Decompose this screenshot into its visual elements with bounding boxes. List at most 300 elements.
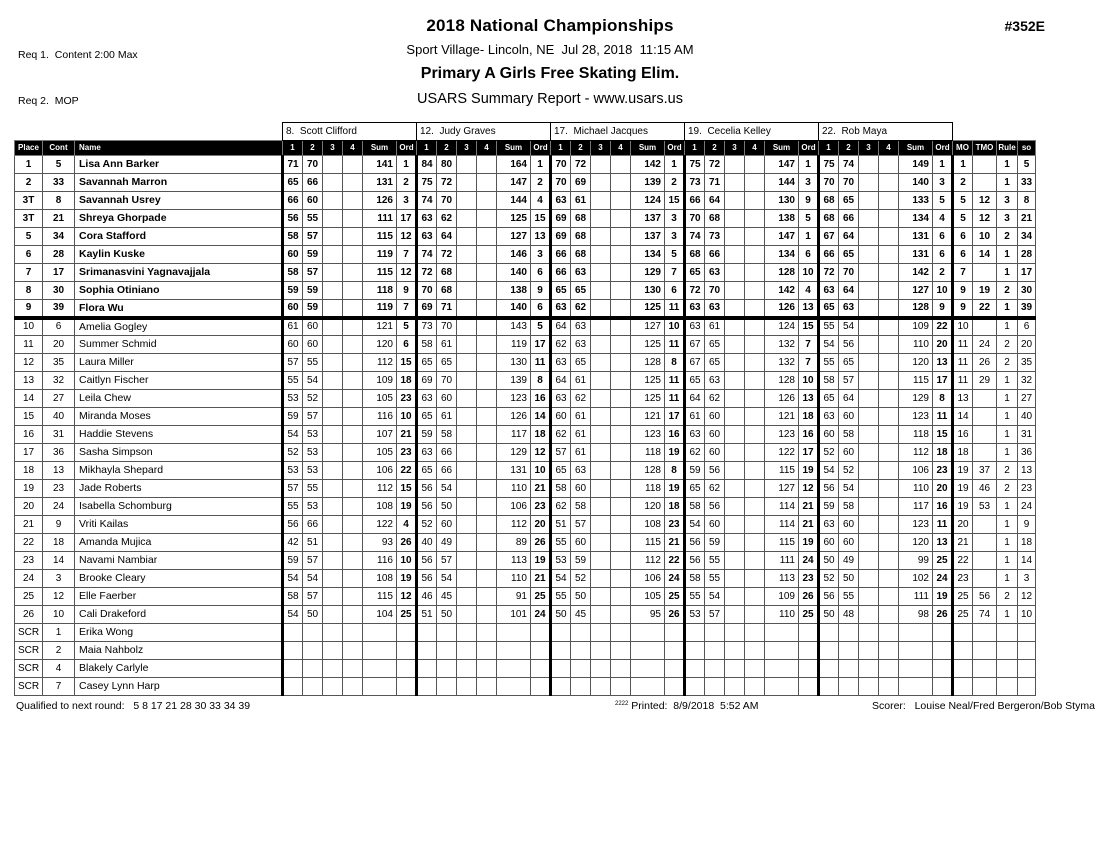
score3-cell <box>457 300 477 318</box>
contestant-number-cell: 31 <box>43 426 75 444</box>
score2-cell <box>571 678 591 696</box>
total-majority-ordinal-cell <box>973 174 997 192</box>
contestant-number-cell: 2 <box>43 642 75 660</box>
contestant-number-cell: 10 <box>43 606 75 624</box>
score2-cell: 64 <box>705 192 725 210</box>
score3-cell <box>323 534 343 552</box>
majority-ordinal-cell: 11 <box>953 336 973 354</box>
sum-cell: 118 <box>899 426 933 444</box>
majority-ordinal-cell <box>953 660 973 678</box>
ordinal-cell: 10 <box>397 552 417 570</box>
ordinal-cell: 21 <box>397 426 417 444</box>
score3-cell <box>591 480 611 498</box>
ordinal-cell: 1 <box>531 156 551 174</box>
printed-label: Printed: 8/9/2018 5:52 AM <box>631 700 759 712</box>
sum-cell: 95 <box>631 606 665 624</box>
qualified-text: Qualified to next round: 5 8 17 21 28 30 33 34 39 <box>16 700 251 712</box>
skater-name-cell: Sasha Simpson <box>75 444 283 462</box>
score1-cell: 58 <box>283 228 303 246</box>
score2-cell <box>303 678 323 696</box>
sum-cell: 130 <box>631 282 665 300</box>
score1-cell: 59 <box>685 462 705 480</box>
sum-cell <box>899 624 933 642</box>
skate-order-cell: 6 <box>1018 318 1036 336</box>
score4-cell <box>477 192 497 210</box>
ordinal-cell: 23 <box>531 498 551 516</box>
skater-row <box>15 534 1036 552</box>
col-score-4: 4 <box>611 141 631 156</box>
score4-cell <box>745 246 765 264</box>
ordinal-cell: 22 <box>397 462 417 480</box>
score3-cell <box>591 498 611 516</box>
sum-cell <box>363 624 397 642</box>
ordinal-cell <box>531 678 551 696</box>
score3-cell <box>457 192 477 210</box>
score4-cell <box>879 264 899 282</box>
ordinal-cell: 1 <box>799 156 819 174</box>
skater-name-cell: Amelia Gogley <box>75 318 283 336</box>
score3-cell <box>323 642 343 660</box>
req-2: Req 2. MOP <box>18 95 79 108</box>
score3-cell <box>591 588 611 606</box>
place-cell: 13 <box>15 372 43 390</box>
score3-cell <box>591 300 611 318</box>
total-majority-ordinal-cell <box>973 642 997 660</box>
sum-cell: 123 <box>899 408 933 426</box>
score3-cell <box>859 300 879 318</box>
total-majority-ordinal-cell <box>973 624 997 642</box>
score2-cell: 74 <box>839 156 859 174</box>
skater-name-cell: Maia Nahbolz <box>75 642 283 660</box>
score3-cell <box>323 264 343 282</box>
skater-name-cell: Blakely Carlyle <box>75 660 283 678</box>
score1-cell: 60 <box>551 408 571 426</box>
place-cell: 5 <box>15 228 43 246</box>
skate-order-cell: 36 <box>1018 444 1036 462</box>
sum-cell: 123 <box>631 426 665 444</box>
event-title: Primary A Girls Free Skating Elim. <box>420 65 680 82</box>
score3-cell <box>457 480 477 498</box>
score1-cell <box>417 642 437 660</box>
place-cell: SCR <box>15 642 43 660</box>
score3-cell <box>323 624 343 642</box>
score1-cell <box>819 660 839 678</box>
score2-cell: 60 <box>705 426 725 444</box>
score4-cell <box>611 624 631 642</box>
score2-cell <box>839 660 859 678</box>
skater-row <box>15 336 1036 354</box>
sum-cell: 110 <box>765 606 799 624</box>
score1-cell: 67 <box>819 228 839 246</box>
score3-cell <box>323 570 343 588</box>
score3-cell <box>591 318 611 336</box>
ordinal-cell: 6 <box>531 264 551 282</box>
score1-cell <box>819 642 839 660</box>
score4-cell <box>477 678 497 696</box>
col-sum: Sum <box>631 141 665 156</box>
skater-name-cell: Jade Roberts <box>75 480 283 498</box>
score2-cell: 72 <box>437 174 457 192</box>
score4-cell <box>477 570 497 588</box>
score2-cell: 59 <box>303 300 323 318</box>
ordinal-cell: 18 <box>397 372 417 390</box>
majority-ordinal-cell: 5 <box>953 210 973 228</box>
sum-cell: 110 <box>899 336 933 354</box>
sum-cell: 142 <box>631 156 665 174</box>
ordinal-cell: 12 <box>397 228 417 246</box>
score4-cell <box>477 156 497 174</box>
ordinal-cell: 19 <box>799 534 819 552</box>
place-cell: 22 <box>15 534 43 552</box>
score2-cell: 62 <box>437 210 457 228</box>
score2-cell <box>839 624 859 642</box>
score4-cell <box>879 642 899 660</box>
score2-cell: 52 <box>303 390 323 408</box>
score3-cell <box>725 210 745 228</box>
sum-cell: 146 <box>497 246 531 264</box>
score3-cell <box>725 426 745 444</box>
skater-row <box>15 192 1036 210</box>
ordinal-cell: 20 <box>933 336 953 354</box>
majority-ordinal-cell <box>953 642 973 660</box>
sum-cell: 131 <box>497 462 531 480</box>
rule-cell: 2 <box>997 336 1018 354</box>
ordinal-cell: 24 <box>531 606 551 624</box>
score1-cell: 75 <box>819 156 839 174</box>
score1-cell <box>551 660 571 678</box>
skater-name-cell: Kaylin Kuske <box>75 246 283 264</box>
col-score-4: 4 <box>343 141 363 156</box>
ordinal-cell: 26 <box>799 588 819 606</box>
sum-cell: 125 <box>631 300 665 318</box>
score3-cell <box>591 552 611 570</box>
score4-cell <box>611 318 631 336</box>
skater-row <box>15 174 1036 192</box>
score3-cell <box>457 318 477 336</box>
ordinal-cell <box>397 642 417 660</box>
score4-cell <box>745 390 765 408</box>
skater-row <box>15 300 1036 318</box>
rule-cell: 2 <box>997 588 1018 606</box>
score2-cell: 72 <box>705 156 725 174</box>
sum-cell: 133 <box>899 192 933 210</box>
sum-cell: 118 <box>363 282 397 300</box>
score2-cell: 64 <box>839 282 859 300</box>
score4-cell <box>745 462 765 480</box>
score3-cell <box>323 246 343 264</box>
ordinal-cell: 18 <box>531 426 551 444</box>
score1-cell: 61 <box>283 318 303 336</box>
ordinal-cell: 16 <box>531 390 551 408</box>
score3-cell <box>457 516 477 534</box>
col-sum: Sum <box>765 141 799 156</box>
ordinal-cell: 25 <box>799 606 819 624</box>
score4-cell <box>879 462 899 480</box>
skater-row <box>15 228 1036 246</box>
skater-row <box>15 678 1036 696</box>
skate-order-cell: 30 <box>1018 282 1036 300</box>
place-cell: 8 <box>15 282 43 300</box>
score1-cell: 63 <box>551 300 571 318</box>
contestant-number-cell: 23 <box>43 480 75 498</box>
score3-cell <box>859 570 879 588</box>
skate-order-cell: 5 <box>1018 156 1036 174</box>
sum-cell: 139 <box>497 372 531 390</box>
score2-cell: 73 <box>705 228 725 246</box>
sum-cell: 101 <box>497 606 531 624</box>
sum-cell: 108 <box>631 516 665 534</box>
score3-cell <box>457 498 477 516</box>
ordinal-cell: 8 <box>665 462 685 480</box>
ordinal-cell: 6 <box>933 246 953 264</box>
score3-cell <box>323 408 343 426</box>
sum-cell: 132 <box>765 336 799 354</box>
place-cell: 3T <box>15 192 43 210</box>
score2-cell: 54 <box>303 372 323 390</box>
judges-header-row <box>15 123 1036 141</box>
score1-cell: 64 <box>551 372 571 390</box>
sum-cell: 129 <box>899 390 933 408</box>
ordinal-cell: 24 <box>933 570 953 588</box>
rule-cell: 1 <box>997 174 1018 192</box>
score1-cell: 66 <box>551 264 571 282</box>
ordinal-cell: 6 <box>531 300 551 318</box>
score3-cell <box>859 516 879 534</box>
score2-cell: 60 <box>571 480 591 498</box>
score1-cell: 66 <box>685 192 705 210</box>
skate-order-cell <box>1018 624 1036 642</box>
score2-cell: 72 <box>437 246 457 264</box>
col-score-1: 1 <box>551 141 571 156</box>
score2-cell: 60 <box>839 534 859 552</box>
score4-cell <box>477 444 497 462</box>
score4-cell <box>745 300 765 318</box>
score3-cell <box>323 210 343 228</box>
score3-cell <box>859 354 879 372</box>
skate-order-cell: 40 <box>1018 408 1036 426</box>
score3-cell <box>323 588 343 606</box>
score4-cell <box>611 480 631 498</box>
ordinal-cell: 1 <box>397 156 417 174</box>
rule-cell <box>997 642 1018 660</box>
score2-cell: 57 <box>303 264 323 282</box>
score2-cell: 58 <box>437 426 457 444</box>
score1-cell: 58 <box>551 480 571 498</box>
ordinal-cell: 10 <box>933 282 953 300</box>
ordinal-cell: 12 <box>531 444 551 462</box>
sum-cell: 102 <box>899 570 933 588</box>
sum-cell <box>631 642 665 660</box>
score4-cell <box>611 516 631 534</box>
total-majority-ordinal-cell <box>973 264 997 282</box>
sum-cell: 132 <box>765 354 799 372</box>
score1-cell: 67 <box>685 354 705 372</box>
score1-cell: 63 <box>819 516 839 534</box>
sum-cell: 137 <box>631 228 665 246</box>
skate-order-cell: 32 <box>1018 372 1036 390</box>
score4-cell <box>477 282 497 300</box>
score4-cell <box>879 390 899 408</box>
score4-cell <box>879 300 899 318</box>
score2-cell: 70 <box>303 156 323 174</box>
score3-cell <box>859 282 879 300</box>
ordinal-cell: 17 <box>665 408 685 426</box>
score2-cell: 53 <box>303 462 323 480</box>
score3-cell <box>859 606 879 624</box>
sum-cell: 126 <box>765 390 799 408</box>
score1-cell: 63 <box>685 426 705 444</box>
rule-cell: 1 <box>997 390 1018 408</box>
score1-cell: 64 <box>551 318 571 336</box>
score3-cell <box>725 354 745 372</box>
score3-cell <box>591 372 611 390</box>
skater-name-cell: Cora Stafford <box>75 228 283 246</box>
skater-row <box>15 390 1036 408</box>
printed-text <box>615 700 759 712</box>
score2-cell: 55 <box>705 570 725 588</box>
score1-cell: 57 <box>551 444 571 462</box>
col-sum: Sum <box>497 141 531 156</box>
total-majority-ordinal-cell: 37 <box>973 462 997 480</box>
place-cell: 20 <box>15 498 43 516</box>
place-cell: SCR <box>15 660 43 678</box>
rule-cell: 3 <box>997 210 1018 228</box>
score3-cell <box>859 156 879 174</box>
col-score-4: 4 <box>745 141 765 156</box>
ordinal-cell: 13 <box>799 300 819 318</box>
ordinal-cell: 17 <box>799 444 819 462</box>
score4-cell <box>343 588 363 606</box>
score4-cell <box>611 570 631 588</box>
score1-cell: 54 <box>819 462 839 480</box>
score1-cell: 57 <box>283 480 303 498</box>
contestant-number-cell: 12 <box>43 588 75 606</box>
score4-cell <box>477 228 497 246</box>
score4-cell <box>343 228 363 246</box>
score1-cell <box>685 678 705 696</box>
score1-cell: 66 <box>551 246 571 264</box>
score3-cell <box>591 678 611 696</box>
score3-cell <box>725 624 745 642</box>
score2-cell: 54 <box>437 480 457 498</box>
score4-cell <box>343 210 363 228</box>
score2-cell: 61 <box>571 408 591 426</box>
skater-name-cell: Sophia Otiniano <box>75 282 283 300</box>
score1-cell: 56 <box>417 480 437 498</box>
sum-cell: 110 <box>497 570 531 588</box>
score2-cell <box>571 642 591 660</box>
score1-cell: 63 <box>551 390 571 408</box>
score4-cell <box>343 246 363 264</box>
col-rule: Rule <box>997 141 1018 156</box>
score2-cell: 60 <box>571 534 591 552</box>
ordinal-cell: 5 <box>799 210 819 228</box>
ordinal-cell <box>665 624 685 642</box>
score2-cell: 63 <box>571 336 591 354</box>
majority-ordinal-cell: 2 <box>953 174 973 192</box>
score4-cell <box>343 552 363 570</box>
skater-row <box>15 354 1036 372</box>
score4-cell <box>745 678 765 696</box>
ordinal-cell: 23 <box>799 570 819 588</box>
report-type-line: USARS Summary Report - www.usars.us <box>417 91 683 107</box>
score4-cell <box>611 390 631 408</box>
score2-cell: 55 <box>303 354 323 372</box>
sum-cell: 134 <box>899 210 933 228</box>
score3-cell <box>323 462 343 480</box>
sum-cell: 121 <box>363 318 397 336</box>
score1-cell: 63 <box>417 228 437 246</box>
score1-cell <box>283 660 303 678</box>
score2-cell: 59 <box>303 282 323 300</box>
total-majority-ordinal-cell: 53 <box>973 498 997 516</box>
ordinal-cell: 11 <box>933 408 953 426</box>
judge-name: 17. Michael Jacques <box>551 123 685 141</box>
score2-cell: 55 <box>303 210 323 228</box>
total-majority-ordinal-cell <box>973 534 997 552</box>
score1-cell: 63 <box>685 300 705 318</box>
ordinal-cell: 7 <box>397 300 417 318</box>
sum-cell: 109 <box>363 372 397 390</box>
total-majority-ordinal-cell <box>973 408 997 426</box>
skater-row <box>15 552 1036 570</box>
rule-cell: 1 <box>997 516 1018 534</box>
sum-cell: 115 <box>363 228 397 246</box>
majority-ordinal-cell: 25 <box>953 588 973 606</box>
ordinal-cell: 3 <box>665 228 685 246</box>
majority-ordinal-cell: 23 <box>953 570 973 588</box>
score2-cell: 70 <box>839 264 859 282</box>
score3-cell <box>725 588 745 606</box>
score3-cell <box>725 228 745 246</box>
score1-cell: 56 <box>283 516 303 534</box>
score3-cell <box>323 282 343 300</box>
score1-cell <box>283 678 303 696</box>
ordinal-cell: 23 <box>933 462 953 480</box>
ordinal-cell: 7 <box>799 354 819 372</box>
score3-cell <box>457 552 477 570</box>
score4-cell <box>343 336 363 354</box>
score1-cell: 63 <box>551 354 571 372</box>
score1-cell: 59 <box>283 408 303 426</box>
results-table <box>14 122 1036 696</box>
sum-cell: 106 <box>899 462 933 480</box>
score2-cell: 65 <box>839 354 859 372</box>
col-ord: Ord <box>531 141 551 156</box>
skate-order-cell: 21 <box>1018 210 1036 228</box>
score4-cell <box>879 660 899 678</box>
sum-cell: 124 <box>631 192 665 210</box>
score3-cell <box>725 444 745 462</box>
ordinal-cell: 11 <box>665 336 685 354</box>
ordinal-cell: 1 <box>799 228 819 246</box>
score2-cell: 62 <box>705 390 725 408</box>
score2-cell: 68 <box>705 210 725 228</box>
score1-cell: 70 <box>551 174 571 192</box>
contestant-number-cell: 5 <box>43 156 75 174</box>
score2-cell: 56 <box>839 336 859 354</box>
sum-cell <box>899 660 933 678</box>
skater-row <box>15 426 1036 444</box>
score1-cell: 40 <box>417 534 437 552</box>
score1-cell: 69 <box>551 228 571 246</box>
score2-cell: 54 <box>705 588 725 606</box>
ordinal-cell: 15 <box>531 210 551 228</box>
score2-cell: 62 <box>705 480 725 498</box>
score2-cell: 63 <box>839 300 859 318</box>
col-score-3: 3 <box>591 141 611 156</box>
sum-cell: 110 <box>497 480 531 498</box>
